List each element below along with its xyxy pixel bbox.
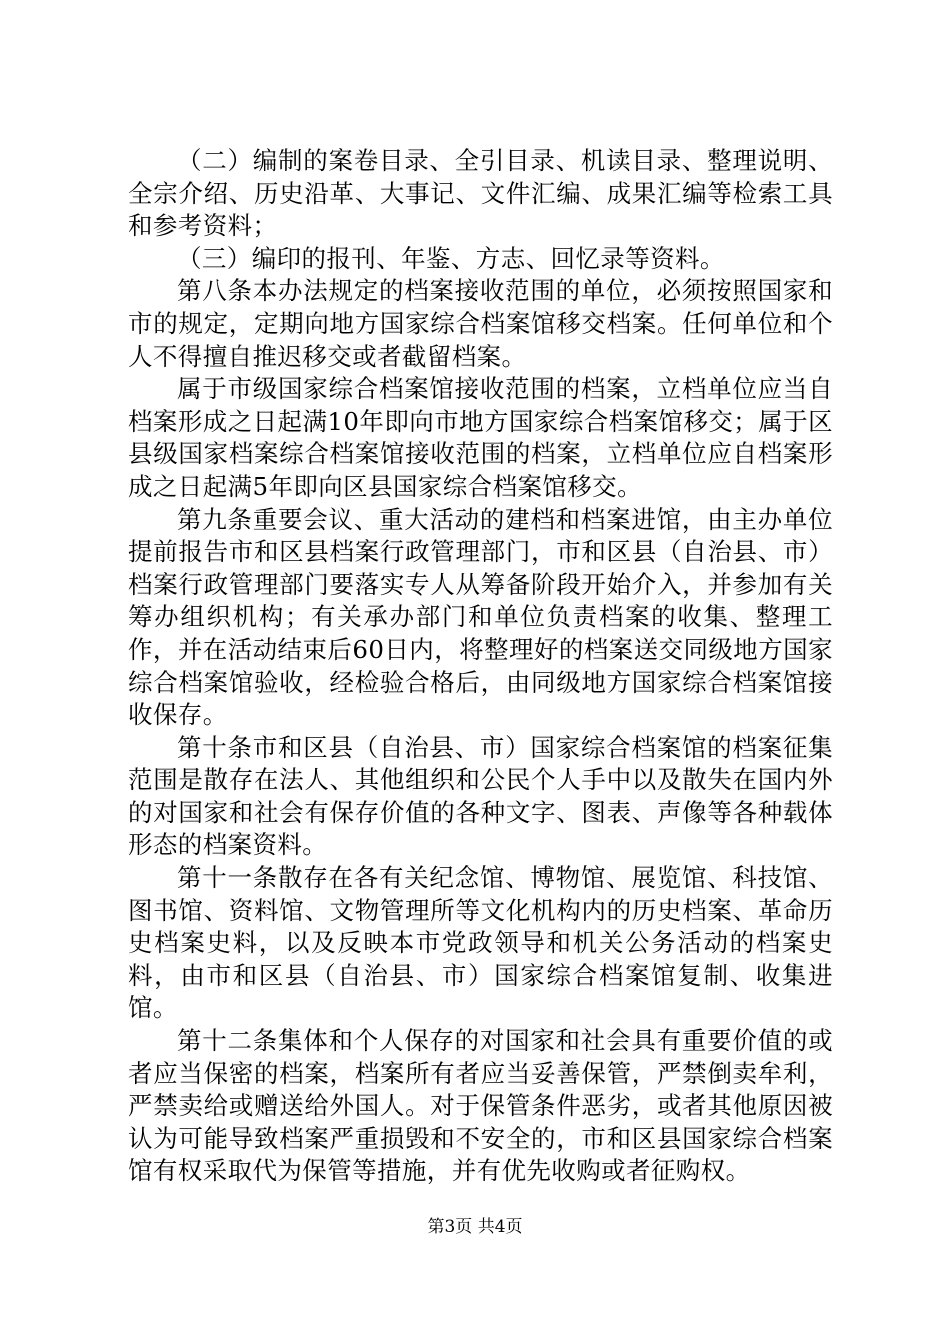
article-11-paragraph: 第十一条散存在各有关纪念馆、博物馆、展览馆、科技馆、图书馆、资料馆、文物管理所等文化机构内的历史档案、革命历史档案史料，以及反映本市党政领导和机关公务活动的档案史料，由市和区县（自治县、市）国家综合档案馆复制、收集进馆。 [128,863,833,1023]
article-10-paragraph: 第十条市和区县（自治县、市）国家综合档案馆的档案征集范围是散存在法人、其他组织和公民个人手中以及散失在国内外的对国家和社会有保存价值的各种文字、图表、声像等各种载体形态的档案资料。 [128,732,833,860]
article-8-paragraph: 第八条本办法规定的档案接收范围的单位，必须按照国家和市的规定，定期向地方国家综合档案馆移交档案。任何单位和个人不得擅自推迟移交或者截留档案。 [128,276,833,371]
paragraph-item-3: （三）编印的报刊、年鉴、方志、回忆录等资料。 [177,243,725,273]
page-number-footer: 第3页 共4页 [427,1217,523,1237]
article-9-paragraph: 第九条重要会议、重大活动的建档和档案进馆，由主办单位提前报告市和区县档案行政管理部门，市和区县（自治县、市）档案行政管理部门要落实专人从筹备阶段开始介入，并参加有关筹办组织机构；有关承办部门和单位负责档案的收集、整理工作，并在活动结束后60日内，将整理好的档案送交同级地方国家综合档案馆验收，经检验合格后，由同级地方国家综合档案馆接收保存。 [128,504,833,730]
transfer-deadline-paragraph: 属于市级国家综合档案馆接收范围的档案，立档单位应当自档案形成之日起满10年即向市地方国家综合档案馆移交；属于区县级国家档案综合档案馆接收范围的档案，立档单位应自档案形成之日起满5年即向区县国家综合档案馆移交。 [128,374,833,501]
document-body [128,145,833,1188]
article-12-paragraph: 第十二条集体和个人保存的对国家和社会具有重要价值的或者应当保密的档案，档案所有者应当妥善保管，严禁倒卖牟利，严禁卖给或赠送给外国人。对于保管条件恶劣，或者其他原因被认为可能导致档案严重损毁和不安全的，市和区县国家综合档案馆有权采取代为保管等措施，并有优先收购或者征购权。 [128,1026,833,1186]
paragraph-item-2: （二）编制的案卷目录、全引目录、机读目录、整理说明、全宗介绍、历史沿革、大事记、文件汇编、成果汇编等检索工具和参考资料； [128,146,833,241]
